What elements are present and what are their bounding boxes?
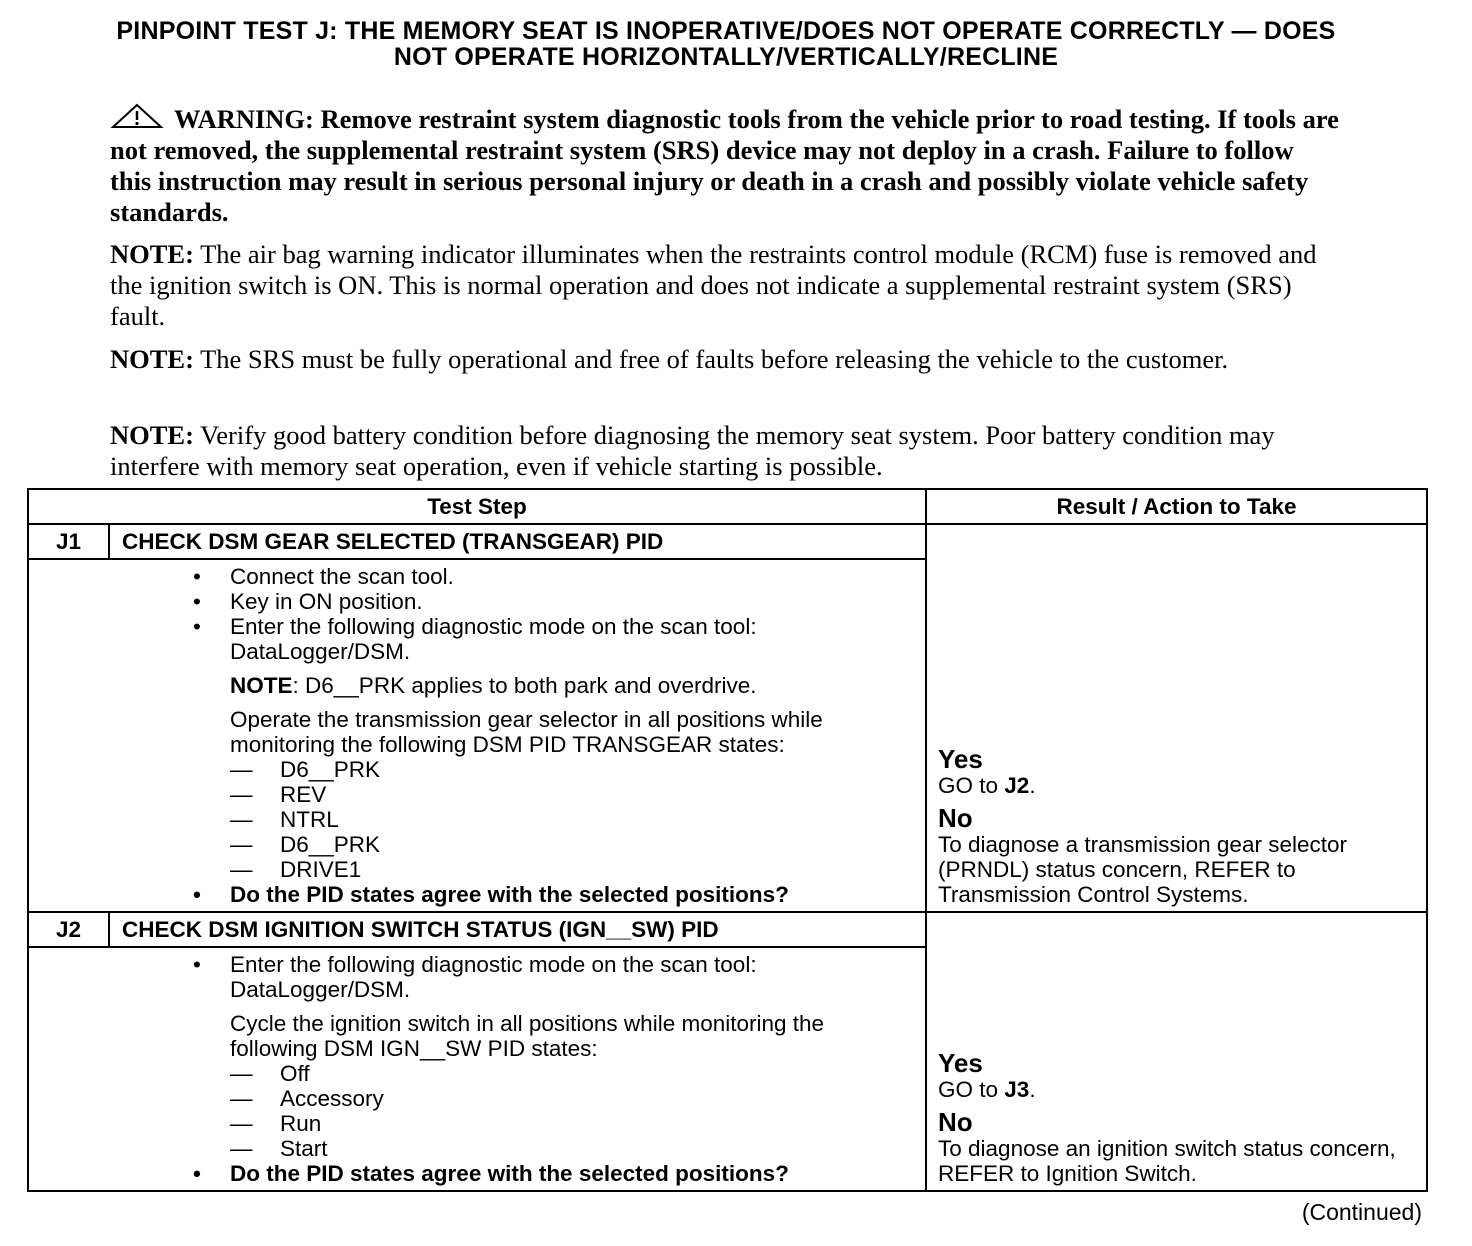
step-question: • Do the PID states agree with the selected positions?	[109, 882, 915, 907]
result-no-action: To diagnose an ignition switch status concern, REFER to Ignition Switch.	[938, 1136, 1396, 1186]
warning-block	[110, 103, 1340, 228]
header-test-step: Test Step	[28, 489, 926, 524]
note-label: NOTE:	[110, 239, 194, 269]
result-yes-label: Yes	[938, 744, 983, 774]
page-title	[20, 18, 1432, 70]
pid-state: — Run	[230, 1111, 322, 1136]
note-text: The air bag warning indicator illuminates when the restraints control module (RCM) fuse is removed and the ignition switch is ON. This is normal operation and does not indicate a supplemental restraint system (SRS) fault.	[110, 239, 1317, 331]
diagnostic-mode: DataLogger/DSM.	[230, 977, 411, 1002]
result-j2	[926, 912, 1427, 1191]
note-label: NOTE:	[110, 420, 194, 450]
note-rcm-fuse	[110, 239, 1340, 332]
step-id-spacer	[28, 559, 109, 912]
pid-state: — REV	[230, 782, 327, 807]
step-bullet: • Connect the scan tool.	[109, 564, 915, 589]
pid-state: — Start	[230, 1136, 328, 1161]
pid-state: — D6__PRK	[230, 757, 381, 782]
page-title-line-1: PINPOINT TEST J: THE MEMORY SEAT IS INOPERATIVE/DOES NOT OPERATE CORRECTLY — DOES	[116, 17, 1336, 45]
test-step-table	[27, 488, 1428, 1192]
result-yes-action: GO to J3.	[938, 1077, 1036, 1102]
pid-state: — NTRL	[230, 807, 339, 832]
step-body-j2	[109, 947, 926, 1191]
note-battery-condition	[110, 420, 1340, 482]
result-no-label: No	[938, 1107, 973, 1137]
step-title-j1: CHECK DSM GEAR SELECTED (TRANSGEAR) PID	[109, 524, 926, 559]
pid-state: — DRIVE1	[230, 857, 362, 882]
result-yes-action: GO to J2.	[938, 773, 1036, 798]
step-id-spacer	[28, 947, 109, 1191]
warning-text: Remove restraint system diagnostic tools from the vehicle prior to road testing. If tools are not removed, the supplemental restraint system (SRS) device may not deploy in a crash. Failure to follow this instruction may result in serious personal injury or death in a crash and possibly violate vehicle safety standards.	[110, 104, 1339, 227]
step-note: NOTE: D6__PRK applies to both park and overdrive.	[230, 673, 757, 698]
step-bullet: • Enter the following diagnostic mode on the scan tool:	[109, 614, 915, 639]
result-j1	[926, 524, 1427, 912]
diagnostic-mode: DataLogger/DSM.	[230, 639, 411, 664]
step-instruction: Operate the transmission gear selector in all positions while monitoring the following DSM PID TRANSGEAR states:	[230, 707, 823, 757]
result-no-label: No	[938, 803, 973, 833]
result-yes-label: Yes	[938, 1048, 983, 1078]
step-body-j1	[109, 559, 926, 912]
step-bullet: • Enter the following diagnostic mode on the scan tool:	[109, 952, 915, 977]
continued-label: (Continued)	[1301, 1199, 1422, 1225]
step-title-j2: CHECK DSM IGNITION SWITCH STATUS (IGN__SW) PID	[109, 912, 926, 947]
result-no-action: To diagnose a transmission gear selector (PRNDL) status concern, REFER to Transmission Control Systems.	[938, 832, 1347, 907]
header-result-action: Result / Action to Take	[926, 489, 1427, 524]
step-id-j1: J1	[28, 524, 109, 559]
warning-label: WARNING:	[174, 104, 314, 134]
step-id-j2: J2	[28, 912, 109, 947]
note-label: NOTE:	[110, 344, 194, 374]
note-text: Verify good battery condition before diagnosing the memory seat system. Poor battery condition may interfere with memory seat operation, even if vehicle starting is possible.	[110, 420, 1275, 481]
pid-state: — Accessory	[230, 1086, 384, 1111]
note-srs-operational	[110, 344, 1340, 375]
step-bullet: • Key in ON position.	[109, 589, 915, 614]
note-text: The SRS must be fully operational and free of faults before releasing the vehicle to the customer.	[200, 344, 1229, 374]
step-instruction: Cycle the ignition switch in all positions while monitoring the following DSM IGN__SW PID states:	[230, 1011, 825, 1061]
page-title-line-2: NOT OPERATE HORIZONTALLY/VERTICALLY/RECLINE	[393, 43, 1059, 71]
step-question: • Do the PID states agree with the selected positions?	[109, 1161, 915, 1186]
pid-state: — D6__PRK	[230, 832, 381, 857]
pid-state: — Off	[230, 1061, 310, 1086]
warning-triangle-icon	[110, 103, 164, 129]
